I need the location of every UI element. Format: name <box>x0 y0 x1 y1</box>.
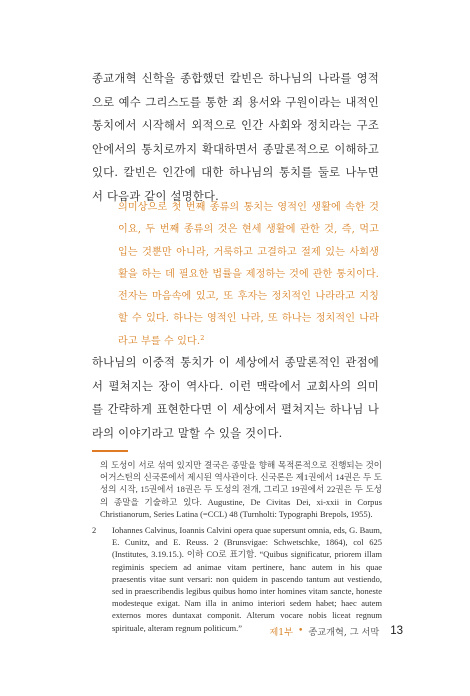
footnotes <box>92 459 382 634</box>
running-footer-separator: • <box>298 626 304 636</box>
running-footer-part: 제1부 <box>269 627 293 638</box>
block-quote <box>118 197 379 353</box>
block-quote-text: 의미상으로 첫 번째 종류의 통치는 영적인 생활에 속한 것이요, 두 번째 종류의 것은 현세 생활에 관한 것, 즉, 먹고 입는 것뿐만 아니라, 거룩하고 고결하고 절제 있는 사회생활을 하는 데 필요한 법률을 제정하는 것에 관한 통치이다. 전자는 마음속에 있고, 또 후자는 정치적인 나라라고 지칭할 수 있다. 하나는 영적인 나라, 또 하나는 정치적인 나라라고 부를 수 있다. <box>118 202 379 347</box>
footnote-text: 의 도성이 서로 섞여 있지만 결국은 종말을 향해 목적론적으로 진행되는 것이 어거스틴의 신국론에서 제시된 역사관이다. 신국론은 제1권에서 14권은 두 도성의 시작, 15권에서 18권은 두 도성의 전개, 그리고 19권에서 22권은 두 도성의 종말을 기술하고 있다. Augustine, De Civitas Dei, xi-xxii in Corpus Christianorum, Series Latina (=CCL) 48 (Turnholti: Typographi Brepols, 1955). <box>100 460 382 519</box>
page-number: 13 <box>390 625 403 637</box>
footnote-reference: 2 <box>200 333 205 342</box>
footnote-number: 2 <box>92 525 97 536</box>
footnote <box>92 524 382 634</box>
body-paragraph: 하나님의 이중적 통치가 이 세상에서 종말론적인 관점에서 펼쳐지는 장이 역사다. 이런 맥락에서 교회사의 의미를 간략하게 표현한다면 이 세상에서 펼쳐지는 하나님 나라의 이야기라고 말할 수 있을 것이다. <box>92 356 379 440</box>
footnote-text: Iohannes Calvinus, Ioannis Calvini opera quae supersunt omnia, eds, G. Baum, E. Cunitz, and E. Reuss. 2 (Brunsvigae: Schwetschke, 1864), col 625 (Institutes, 3.19.15.). 이하 CO로 표기함. “Quibus significatur, priorem illam regiminis speciem ad animae vitam pertinere, hanc autem in his quae praesentis vitae sunt versari: non quidem in pascendo tantum aut vestiendo, sed in praescribendis legibus quibus homo inter homines vitam sancte, honeste modesteque exigat. Nam illa in animo interiori sedem habet; haec autem externos mores duntaxat componit. Alterum vocare nobis liceat regnum spirituale, alteram regnum politicum.” <box>112 525 382 633</box>
running-footer-section: 종교개혁, 그 서막 <box>308 627 380 638</box>
running-footer <box>269 624 403 638</box>
footnote-divider <box>92 450 128 452</box>
footnote-continued <box>92 459 382 520</box>
body-paragraph: 종교개혁 신학을 종합했던 칼빈은 하나님의 나라를 영적으로 예수 그리스도를 통한 죄 용서와 구원이라는 내적인 통치에서 시작해서 외적으로 인간 사회와 정치라는 구조 안에서의 통치로까지 확대하면서 종말론적으로 이해하고 있다. 칼빈은 인간에 대한 하나님의 통치를 둘로 나누면서 다음과 같이 설명한다. <box>92 72 379 203</box>
